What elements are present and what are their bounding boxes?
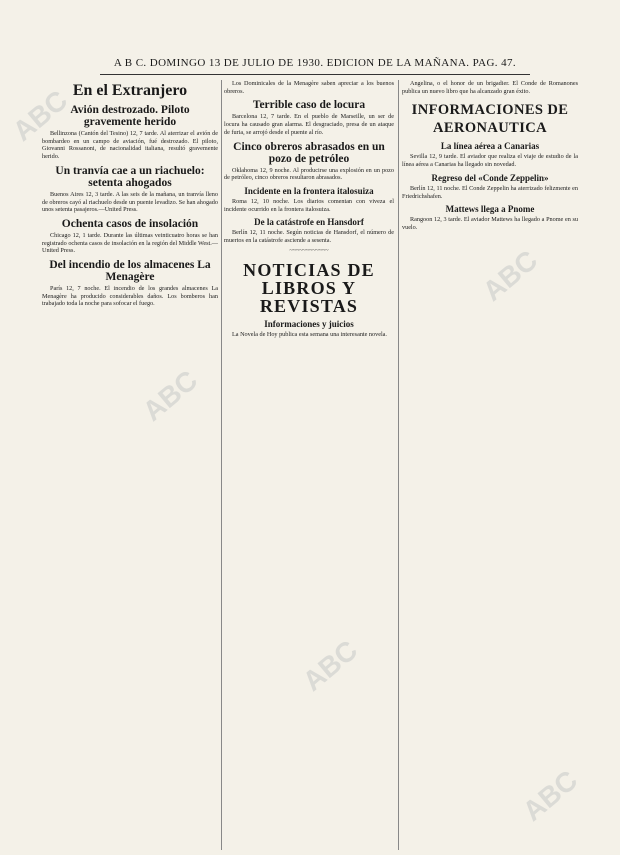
body-libros-cont: Angelina, o el honor de un brigadier. El Conde de Romanones publica un nuevo libro que ha alcanzado gran éxito. <box>402 80 578 95</box>
section-title-extranjero: En el Extranjero <box>72 82 188 99</box>
headline-zeppelin: Regreso del «Conde Zeppelin» <box>431 172 549 183</box>
column-3 <box>402 80 578 850</box>
column-1 <box>42 80 218 850</box>
watermark-stamp: ABC <box>136 364 204 427</box>
column-2 <box>224 80 394 850</box>
headline-mattews: Mattews llega a Pnome <box>445 204 535 215</box>
body-canarias: Sevilla 12, 9 tarde. El aviador que realiza el viaje de estudio de la línea aérea a Canarias ha llegado sin novedad. <box>402 153 578 169</box>
body-insolacion: Chicago 12, 1 tarde. Durante las últimas veinticuatro horas se han registrado ochenta casos de insolación en la región del Middle West.—United Press. <box>42 231 218 255</box>
body-tranvia: Buenos Aires 12, 3 tarde. A las seis de la mañana, un tranvía lleno de obreros cayó al riachuelo desde un puente levadizo. Se han ahogado unos setenta pasajeros.—United Press. <box>42 190 218 214</box>
headline-locura: Terrible caso de locura <box>252 99 366 112</box>
headline-incendio: Del incendio de los almacenes La Menagère <box>49 259 211 284</box>
body-zeppelin: Berlín 12, 11 noche. El Conde Zeppelin ha aterrizado felizmente en Friedrichshafen. <box>402 184 578 200</box>
watermark-stamp: ABC <box>476 244 544 307</box>
divider-ornament: ~~~~~~~~~~~~ <box>289 247 329 254</box>
body-obreros: Oklahoma 12, 9 noche. Al producirse una explosión en un pozo de petróleo, cinco obreros resultaron abrasados. <box>224 166 394 182</box>
headline-avion: Avión destrozado. Piloto gravemente herido <box>70 104 190 128</box>
header-rule <box>100 74 530 75</box>
body-informaciones: La Novela de Hoy publica esta semana una interesante novela. <box>232 331 387 339</box>
headline-tranvia: Un tranvía cae a un riachuelo: setenta ahogados <box>55 164 205 189</box>
body-incendio: París 12, 7 noche. El incendio de los grandes almacenes La Menagère ha producido considerables daños. Los bomberos han trabajado toda la noche para sofocar el fuego. <box>42 285 218 308</box>
watermark-stamp: ABC <box>516 764 584 827</box>
body-intro: Los Dominicales de la Menagère saben apreciar a los buenos obreros. <box>224 80 394 95</box>
column-rule-1 <box>221 80 222 850</box>
watermark-stamp: ABC <box>296 634 364 697</box>
headline-informaciones: Informaciones y juicios <box>264 319 354 330</box>
body-locura: Barcelona 12, 7 tarde. En el pueblo de Marseille, un ser de locura ha causado gran alarma. El desgraciado, presa de un ataque de furia, se arrojó desde el puente al río. <box>224 113 394 136</box>
headline-insolacion: Ochenta casos de insolación <box>61 217 199 230</box>
section-title-libros: NOTICIAS DE LIBROS Y REVISTAS <box>243 260 375 317</box>
headline-canarias: La línea aérea a Canarias <box>440 141 540 152</box>
body-frontera: Roma 12, 10 noche. Los diarios comentan con viveza el incidente ocurrido en la frontera italosuiza. <box>224 197 394 213</box>
headline-obreros: Cinco obreros abrasados en un pozo de petróleo <box>233 140 385 165</box>
section-title-aeronautica: INFORMACIONES DE AERONAUTICA <box>411 102 569 137</box>
column-rule-2 <box>398 80 399 850</box>
body-hansdorf: Berlín 12, 11 noche. Según noticias de Hansdorf, el número de muertos en la catástrofe asciende a sesenta. <box>224 229 394 245</box>
headline-hansdorf: De la catástrofe en Hansdorf <box>254 217 364 228</box>
body-mattews: Rangoon 12, 3 tarde. El aviador Mattews ha llegado a Pnome en su vuelo. <box>402 216 578 231</box>
page-header: A B C. DOMINGO 13 DE JULIO DE 1930. EDICION DE LA MAÑANA. PAG. 47. <box>113 57 517 69</box>
watermark-stamp: ABC <box>6 84 74 147</box>
body-avion: Bellinzona (Cantón del Tesino) 12, 7 tarde. Al aterrizar el avión de bombardeo en un campo de aviación, fué destrozado. El piloto, Giovanni Rossanoni, de nacionalidad italiana, resultó gravemente herido. <box>42 130 218 161</box>
headline-frontera: Incidente en la frontera italosuiza <box>244 185 374 196</box>
